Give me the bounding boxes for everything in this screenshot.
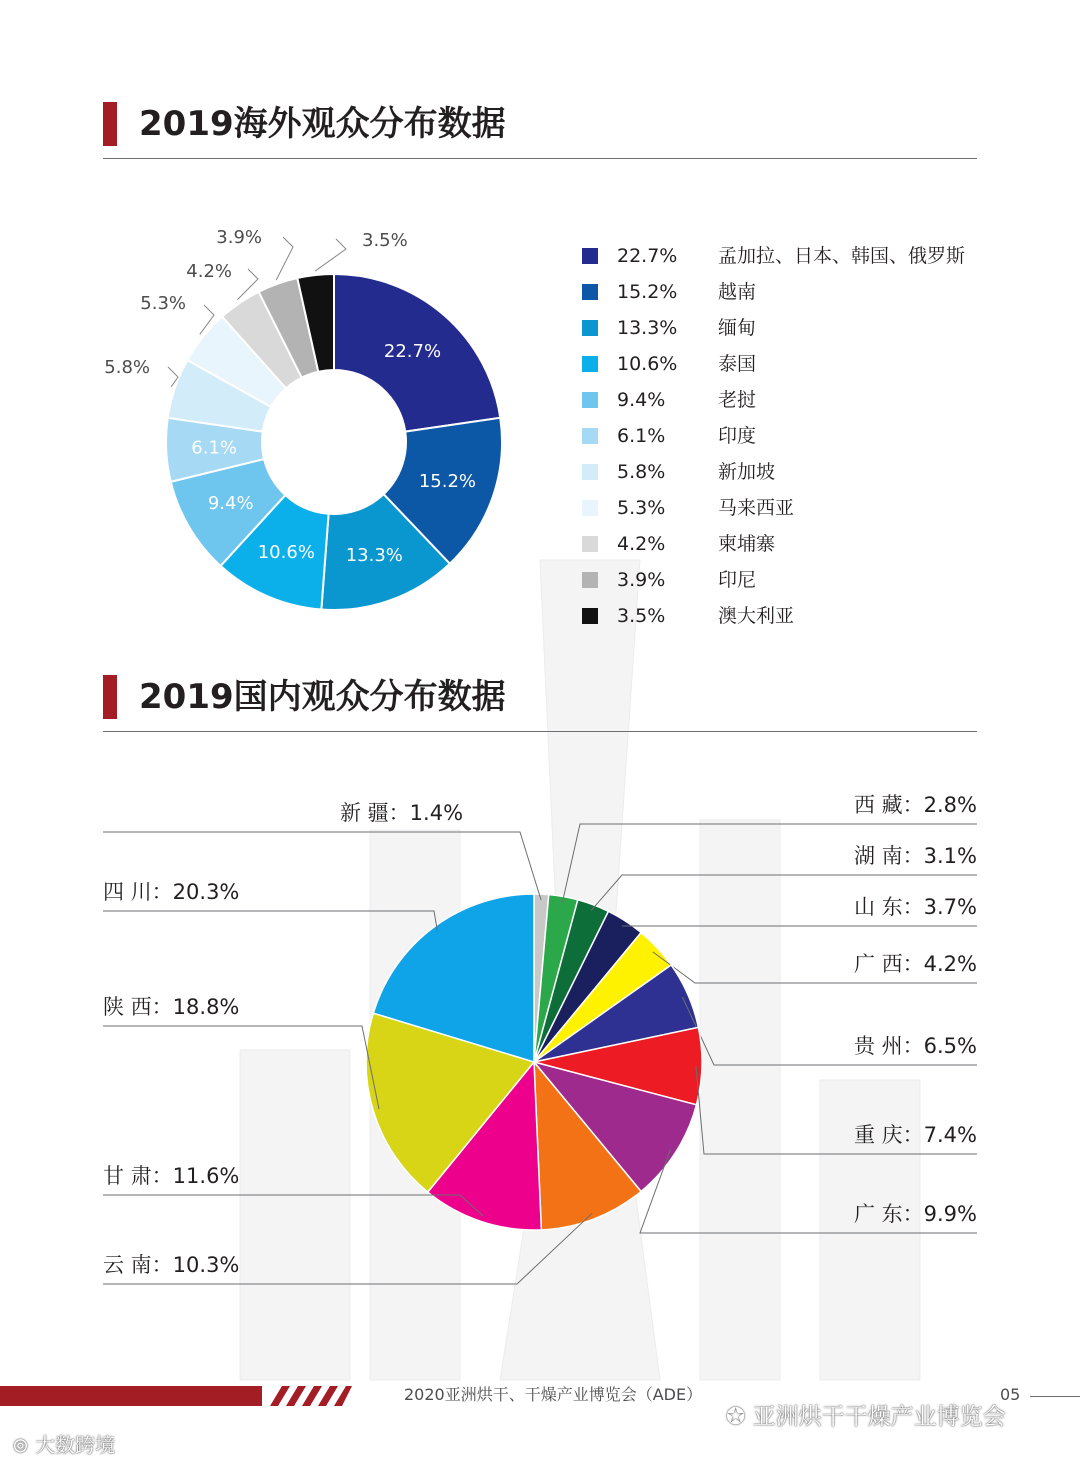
source-logo-icon: ⊚	[12, 1433, 36, 1457]
legend-swatch	[582, 248, 598, 264]
legend-swatch	[582, 464, 598, 480]
donut-data-label: 15.2%	[418, 471, 477, 493]
legend-swatch	[582, 536, 598, 552]
watermark-left-text: 大数跨境	[35, 1433, 116, 1457]
legend-swatch	[582, 356, 598, 372]
legend-item	[582, 238, 1002, 274]
legend-item	[582, 382, 1002, 418]
legend-swatch	[582, 608, 598, 624]
legend-swatch	[582, 572, 598, 588]
legend-item	[582, 346, 1002, 382]
legend-item	[582, 454, 1002, 490]
overseas-title-text: 2019海外观众分布数据	[139, 104, 506, 144]
legend-percent: 4.2%	[617, 533, 666, 555]
donut-data-label: 22.7%	[383, 341, 442, 363]
legend-name: 新加坡	[718, 461, 776, 483]
legend-percent: 13.3%	[617, 317, 678, 339]
legend-item	[582, 598, 1002, 634]
legend-percent: 6.1%	[617, 425, 666, 447]
legend-name: 澳大利亚	[718, 605, 795, 627]
pie-data-label: 贵 州：6.5%	[853, 1034, 977, 1058]
pie-data-label: 西 藏：2.8%	[853, 793, 977, 817]
pie-leader-line	[103, 1026, 379, 1109]
legend-item	[582, 418, 1002, 454]
legend-name: 柬埔寨	[718, 533, 776, 555]
pie-data-label: 云 南：10.3%	[103, 1253, 240, 1277]
watermark-source	[12, 1430, 115, 1460]
legend-swatch	[582, 500, 598, 516]
pie-data-label: 广 西：4.2%	[853, 952, 977, 976]
title-accent-bar	[103, 675, 117, 719]
legend-percent: 22.7%	[617, 245, 678, 267]
pie-leader-line	[103, 911, 438, 932]
donut-data-label: 3.9%	[216, 227, 262, 248]
legend-percent: 3.9%	[617, 569, 666, 591]
wechat-icon: ✪	[726, 1404, 753, 1430]
legend-name: 越南	[718, 281, 757, 303]
donut-data-label: 4.2%	[186, 261, 232, 282]
legend-item	[582, 274, 1002, 310]
watermark-right-text: 亚洲烘干干燥产业博览会	[752, 1404, 1006, 1430]
donut-data-label: 3.5%	[362, 230, 408, 251]
footer-expo-name: 2020亚洲烘干、干燥产业博览会（ADE）	[404, 1385, 703, 1404]
legend-swatch	[582, 284, 598, 300]
legend-name: 泰国	[718, 353, 757, 375]
legend-name: 马来西亚	[718, 497, 795, 519]
legend-item	[582, 490, 1002, 526]
legend-percent: 3.5%	[617, 605, 666, 627]
donut-leader-line	[276, 237, 293, 280]
donut-data-label: 10.6%	[257, 542, 315, 564]
footer-stripes	[262, 1386, 352, 1406]
overseas-donut-chart	[0, 215, 560, 615]
pie-data-label: 山 东：3.7%	[853, 895, 977, 919]
legend-name: 孟加拉、日本、韩国、俄罗斯	[718, 245, 966, 267]
legend-item	[582, 562, 1002, 598]
donut-data-label: 9.4%	[207, 493, 254, 515]
overseas-legend	[582, 238, 1002, 634]
legend-name: 印度	[718, 425, 757, 447]
pie-data-label: 甘 肃：11.6%	[103, 1164, 240, 1188]
pie-data-label: 陕 西：18.8%	[103, 995, 240, 1019]
donut-data-label: 13.3%	[345, 545, 403, 567]
legend-item	[582, 310, 1002, 346]
pie-data-label: 新 疆：1.4%	[340, 801, 464, 825]
footer-red-bar	[0, 1386, 262, 1406]
pie-data-label: 广 东：9.9%	[853, 1202, 977, 1226]
domestic-title-rule	[103, 731, 977, 732]
legend-percent: 5.8%	[617, 461, 666, 483]
legend-item	[582, 526, 1002, 562]
pie-data-label: 湖 南：3.1%	[853, 844, 977, 868]
legend-name: 缅甸	[718, 317, 757, 339]
legend-percent: 9.4%	[617, 389, 666, 411]
donut-data-label: 5.8%	[104, 357, 150, 378]
page-number: 05	[1000, 1385, 1021, 1404]
donut-data-label: 5.3%	[140, 293, 186, 314]
pie-data-label: 重 庆：7.4%	[853, 1123, 977, 1147]
legend-name: 印尼	[718, 569, 757, 591]
overseas-title-rule	[103, 158, 977, 159]
watermark-wechat-account	[726, 1402, 1006, 1432]
legend-swatch	[582, 428, 598, 444]
donut-data-label: 6.1%	[191, 437, 238, 459]
legend-swatch	[582, 392, 598, 408]
legend-percent: 15.2%	[617, 281, 678, 303]
pie-leader-line	[103, 1195, 483, 1216]
legend-name: 老挝	[718, 389, 757, 411]
title-accent-bar	[103, 102, 117, 146]
pie-data-label: 四 川：20.3%	[103, 880, 240, 904]
domestic-title-text: 2019国内观众分布数据	[139, 677, 506, 717]
legend-swatch	[582, 320, 598, 336]
page-footer	[0, 1380, 1080, 1466]
legend-percent: 5.3%	[617, 497, 666, 519]
legend-percent: 10.6%	[617, 353, 678, 375]
footer-page-rule	[1030, 1396, 1080, 1397]
donut-leader-line	[315, 239, 346, 271]
domestic-pie-chart	[0, 770, 1080, 1330]
